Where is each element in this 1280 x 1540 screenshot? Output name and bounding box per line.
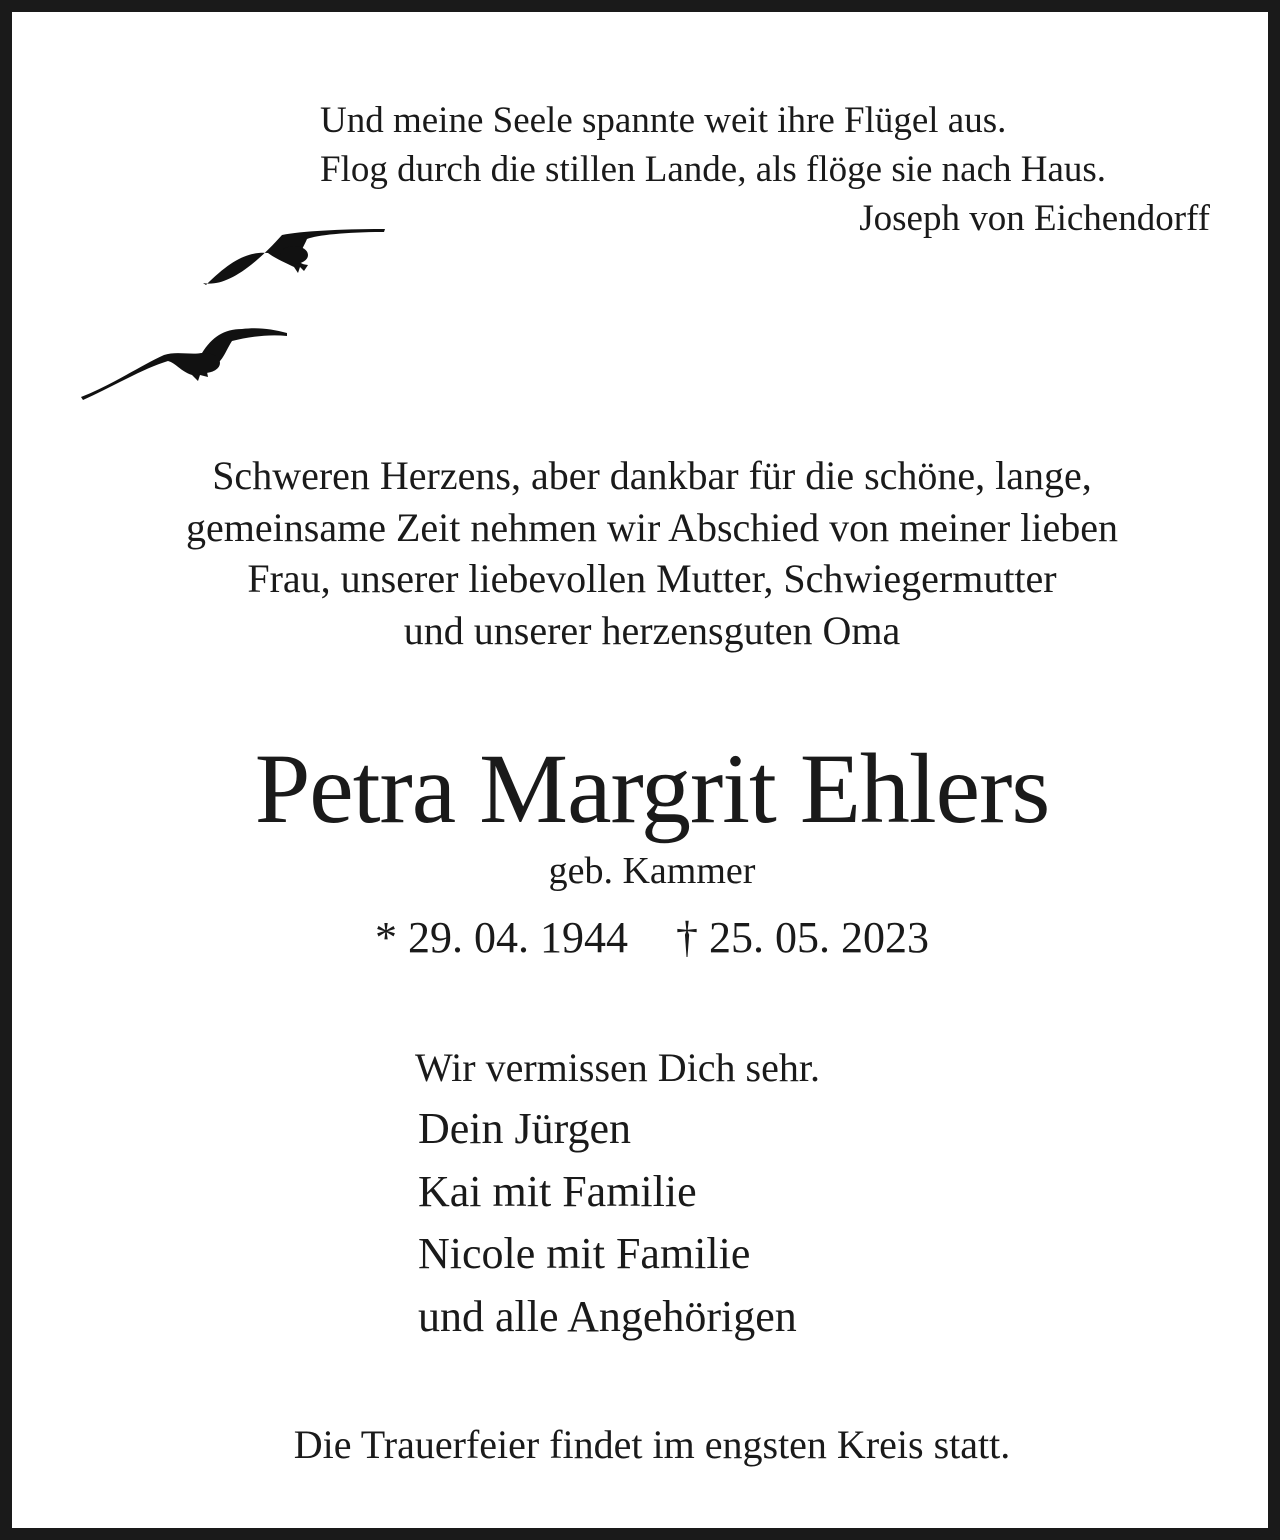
- maiden-name: geb. Kammer: [548, 850, 756, 892]
- intro-line: und unserer herzensguten Oma: [403, 607, 901, 653]
- signer: Dein Jürgen: [418, 1104, 632, 1153]
- intro-line: Schweren Herzens, aber dankbar für die schöne, lange,: [212, 453, 1092, 498]
- death-date: † 25. 05. 2023: [676, 913, 929, 962]
- intro-text: [12, 450, 1280, 656]
- poem-line-1: Und meine Seele spannte weit ihre Flügel aus.: [320, 100, 1007, 141]
- poem-author: Joseph von Eichendorff: [859, 198, 1210, 239]
- signer: und alle Angehörigen: [418, 1291, 797, 1341]
- intro-line: gemeinsame Zeit nehmen wir Abschied von meiner lieben: [186, 504, 1118, 550]
- intro-line: Frau, unserer liebevollen Mutter, Schwiegermutter: [247, 556, 1057, 601]
- poem-line-2: Flog durch die stillen Lande, als flöge sie nach Haus.: [320, 149, 1107, 190]
- bird-upper-icon: [203, 229, 385, 285]
- signoff-text: Wir vermissen Dich sehr.: [415, 1045, 820, 1090]
- signers-list: [418, 1098, 797, 1348]
- bird-lower-icon: [81, 328, 287, 400]
- funeral-note: Die Trauerfeier findet im engsten Kreis statt.: [293, 1422, 1011, 1467]
- flying-birds-icon: [72, 217, 402, 407]
- signer: Kai mit Familie: [418, 1166, 697, 1216]
- life-dates: [12, 910, 1280, 966]
- birth-date: * 29. 04. 1944: [375, 913, 628, 962]
- signer: Nicole mit Familie: [418, 1229, 751, 1278]
- deceased-name: Petra Margrit Ehlers: [254, 733, 1050, 844]
